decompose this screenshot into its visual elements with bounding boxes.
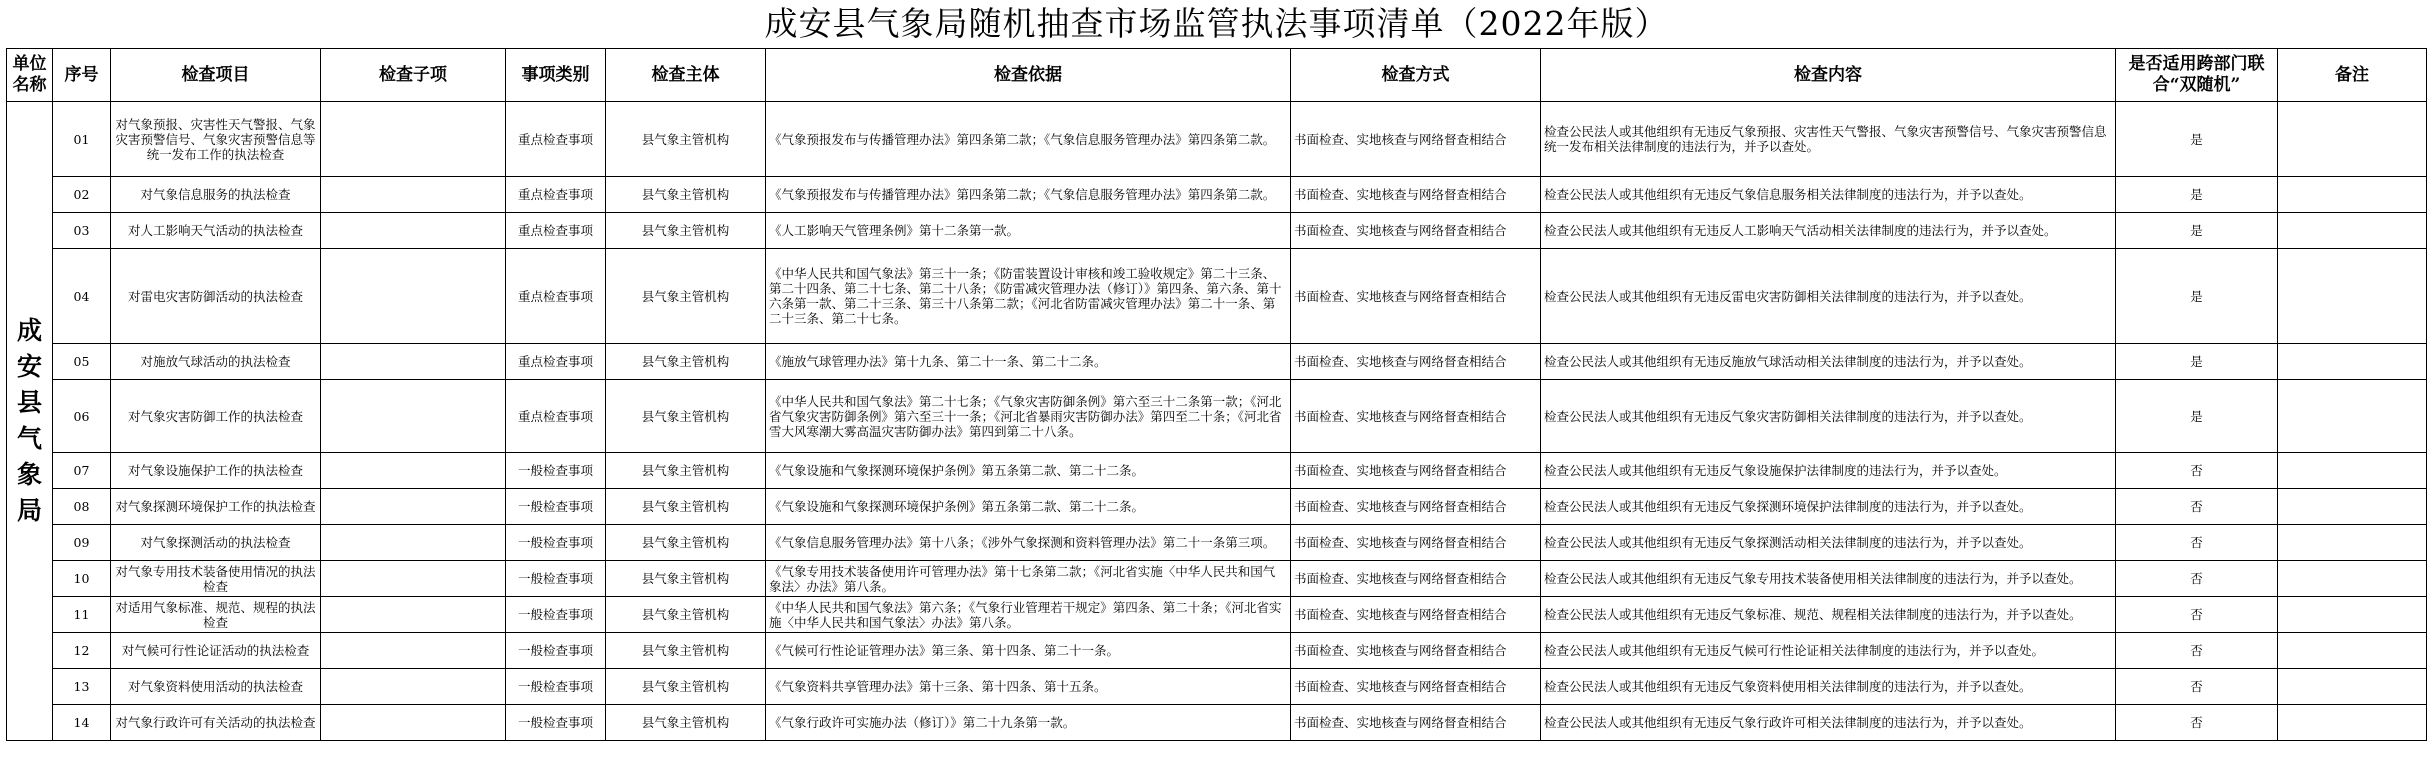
inspection-content: 检查公民法人或其他组织有无违反气象专用技术装备使用相关法律制度的违法行为，并予以查处。 <box>1541 561 2116 597</box>
row-number: 10 <box>53 561 111 597</box>
row-number: 04 <box>53 249 111 344</box>
header-subject: 检查主体 <box>606 49 766 102</box>
table-row <box>7 249 2427 344</box>
inspection-content: 检查公民法人或其他组织有无违反气象预报、灾害性天气警报、气象灾害预警信号、气象灾害预警信息统一发布相关法律制度的违法行为，并予以查处。 <box>1541 102 2116 177</box>
inspection-content: 检查公民法人或其他组织有无违反气象行政许可相关法律制度的违法行为，并予以查处。 <box>1541 705 2116 741</box>
table-row <box>7 380 2427 453</box>
remark <box>2278 489 2427 525</box>
row-number: 07 <box>53 453 111 489</box>
item-category: 一般检查事项 <box>506 489 606 525</box>
page-title: 成安县气象局随机抽查市场监管执法事项清单（2022年版） <box>764 4 1669 43</box>
inspection-method: 书面检查、实地核查与网络督查相结合 <box>1291 669 1541 705</box>
inspection-subject: 县气象主管机构 <box>606 705 766 741</box>
remark <box>2278 344 2427 380</box>
item-category: 重点检查事项 <box>506 249 606 344</box>
unit-name-char: 气 <box>16 424 42 453</box>
item-category: 一般检查事项 <box>506 597 606 633</box>
inspection-subitem <box>321 669 506 705</box>
header-content: 检查内容 <box>1541 49 2116 102</box>
table-row <box>7 633 2427 669</box>
inspection-content: 检查公民法人或其他组织有无违反气候可行性论证相关法律制度的违法行为，并予以查处。 <box>1541 633 2116 669</box>
cross-department-flag: 否 <box>2116 453 2278 489</box>
inspection-basis: 《气象行政许可实施办法（修订）》第二十九条第一款。 <box>766 705 1291 741</box>
remark <box>2278 669 2427 705</box>
cross-department-flag: 是 <box>2116 380 2278 453</box>
inspection-basis: 《气候可行性论证管理办法》第三条、第十四条、第二十一条。 <box>766 633 1291 669</box>
table-row <box>7 705 2427 741</box>
cross-department-flag: 是 <box>2116 344 2278 380</box>
inspection-basis: 《中华人民共和国气象法》第三十一条；《防雷装置设计审核和竣工验收规定》第二十三条、第二十四条、第二十七条、第二十八条；《防雷减灾管理办法（修订）》第四条、第六条、第十六条第一款、第二十三条、第三十八条第二款；《河北省防雷减灾管理办法》第二十一条、第二十三条、第二十七条。 <box>766 249 1291 344</box>
row-number: 03 <box>53 213 111 249</box>
inspection-subitem <box>321 213 506 249</box>
table-row <box>7 489 2427 525</box>
row-number: 12 <box>53 633 111 669</box>
row-number: 01 <box>53 102 111 177</box>
table-row <box>7 177 2427 213</box>
inspection-method: 书面检查、实地核查与网络督查相结合 <box>1291 213 1541 249</box>
inspection-table <box>6 48 2427 741</box>
cross-department-flag: 否 <box>2116 561 2278 597</box>
item-category: 一般检查事项 <box>506 561 606 597</box>
item-category: 重点检查事项 <box>506 380 606 453</box>
inspection-content: 检查公民法人或其他组织有无违反气象资料使用相关法律制度的违法行为，并予以查处。 <box>1541 669 2116 705</box>
inspection-subitem <box>321 489 506 525</box>
inspection-subitem <box>321 453 506 489</box>
inspection-item: 对气象灾害防御工作的执法检查 <box>111 380 321 453</box>
remark <box>2278 525 2427 561</box>
header-basis: 检查依据 <box>766 49 1291 102</box>
inspection-item: 对气象预报、灾害性天气警报、气象灾害预警信号、气象灾害预警信息等统一发布工作的执法检查 <box>111 102 321 177</box>
remark <box>2278 561 2427 597</box>
inspection-content: 检查公民法人或其他组织有无违反气象探测活动相关法律制度的违法行为，并予以查处。 <box>1541 525 2116 561</box>
remark <box>2278 102 2427 177</box>
remark <box>2278 453 2427 489</box>
cross-department-flag: 否 <box>2116 597 2278 633</box>
header-remark: 备注 <box>2278 49 2427 102</box>
item-category: 一般检查事项 <box>506 453 606 489</box>
cross-department-flag: 否 <box>2116 669 2278 705</box>
inspection-basis: 《气象设施和气象探测环境保护条例》第五条第二款、第二十二条。 <box>766 489 1291 525</box>
header-subitem: 检查子项 <box>321 49 506 102</box>
cross-department-flag: 是 <box>2116 102 2278 177</box>
header-cross: 是否适用跨部门联合“双随机” <box>2116 49 2278 102</box>
cross-department-flag: 否 <box>2116 525 2278 561</box>
inspection-subject: 县气象主管机构 <box>606 597 766 633</box>
inspection-basis: 《气象资料共享管理办法》第十三条、第十四条、第十五条。 <box>766 669 1291 705</box>
item-category: 重点检查事项 <box>506 102 606 177</box>
inspection-method: 书面检查、实地核查与网络督查相结合 <box>1291 597 1541 633</box>
inspection-content: 检查公民法人或其他组织有无违反气象灾害防御相关法律制度的违法行为，并予以查处。 <box>1541 380 2116 453</box>
unit-name-cell <box>7 102 53 741</box>
row-number: 14 <box>53 705 111 741</box>
row-number: 02 <box>53 177 111 213</box>
inspection-basis: 《人工影响天气管理条例》第十二条第一款。 <box>766 213 1291 249</box>
cross-department-flag: 是 <box>2116 213 2278 249</box>
remark <box>2278 249 2427 344</box>
header-item: 检查项目 <box>111 49 321 102</box>
inspection-subject: 县气象主管机构 <box>606 177 766 213</box>
table-row <box>7 213 2427 249</box>
table-row <box>7 525 2427 561</box>
inspection-item: 对人工影响天气活动的执法检查 <box>111 213 321 249</box>
inspection-item: 对气象信息服务的执法检查 <box>111 177 321 213</box>
item-category: 一般检查事项 <box>506 705 606 741</box>
inspection-subitem <box>321 561 506 597</box>
inspection-item: 对气象资料使用活动的执法检查 <box>111 669 321 705</box>
inspection-content: 检查公民法人或其他组织有无违反施放气球活动相关法律制度的违法行为，并予以查处。 <box>1541 344 2116 380</box>
inspection-method: 书面检查、实地核查与网络督查相结合 <box>1291 633 1541 669</box>
header-row <box>7 49 2427 102</box>
item-category: 一般检查事项 <box>506 669 606 705</box>
inspection-subject: 县气象主管机构 <box>606 453 766 489</box>
cross-department-flag: 否 <box>2116 633 2278 669</box>
inspection-basis: 《施放气球管理办法》第十九条、第二十一条、第二十二条。 <box>766 344 1291 380</box>
inspection-item: 对气象探测环境保护工作的执法检查 <box>111 489 321 525</box>
row-number: 13 <box>53 669 111 705</box>
row-number: 08 <box>53 489 111 525</box>
header-method: 检查方式 <box>1291 49 1541 102</box>
inspection-method: 书面检查、实地核查与网络督查相结合 <box>1291 249 1541 344</box>
inspection-basis: 《中华人民共和国气象法》第二十七条；《气象灾害防御条例》第六至三十二条第一款；《河北省气象灾害防御条例》第六至三十一条；《河北省暴雨灾害防御办法》第四至二十条；《河北省雪大风寒潮大雾高温灾害防御办法》第四到第二十八条。 <box>766 380 1291 453</box>
inspection-subitem <box>321 633 506 669</box>
inspection-subject: 县气象主管机构 <box>606 249 766 344</box>
row-number: 06 <box>53 380 111 453</box>
remark <box>2278 705 2427 741</box>
cross-department-flag: 否 <box>2116 489 2278 525</box>
inspection-subject: 县气象主管机构 <box>606 561 766 597</box>
inspection-content: 检查公民法人或其他组织有无违反人工影响天气活动相关法律制度的违法行为，并予以查处。 <box>1541 213 2116 249</box>
unit-name-char: 安 <box>16 352 42 381</box>
table-body <box>7 102 2427 741</box>
inspection-method: 书面检查、实地核查与网络督查相结合 <box>1291 705 1541 741</box>
inspection-subject: 县气象主管机构 <box>606 525 766 561</box>
inspection-subitem <box>321 597 506 633</box>
inspection-subject: 县气象主管机构 <box>606 213 766 249</box>
inspection-basis: 《中华人民共和国气象法》第六条；《气象行业管理若干规定》第四条、第二十条；《河北省实施〈中华人民共和国气象法〉办法》第八条。 <box>766 597 1291 633</box>
cross-department-flag: 否 <box>2116 705 2278 741</box>
table-row <box>7 561 2427 597</box>
inspection-method: 书面检查、实地核查与网络督查相结合 <box>1291 177 1541 213</box>
remark <box>2278 177 2427 213</box>
unit-name-char: 象 <box>16 460 42 489</box>
inspection-item: 对气象专用技术装备使用情况的执法检查 <box>111 561 321 597</box>
inspection-subitem <box>321 102 506 177</box>
inspection-subitem <box>321 525 506 561</box>
inspection-content: 检查公民法人或其他组织有无违反气象设施保护法律制度的违法行为，并予以查处。 <box>1541 453 2116 489</box>
row-number: 09 <box>53 525 111 561</box>
inspection-basis: 《气象预报发布与传播管理办法》第四条第二款；《气象信息服务管理办法》第四条第二款。 <box>766 102 1291 177</box>
inspection-subitem <box>321 380 506 453</box>
cross-department-flag: 是 <box>2116 177 2278 213</box>
inspection-method: 书面检查、实地核查与网络督查相结合 <box>1291 525 1541 561</box>
inspection-basis: 《气象预报发布与传播管理办法》第四条第二款；《气象信息服务管理办法》第四条第二款。 <box>766 177 1291 213</box>
inspection-method: 书面检查、实地核查与网络督查相结合 <box>1291 380 1541 453</box>
inspection-basis: 《气象设施和气象探测环境保护条例》第五条第二款、第二十二条。 <box>766 453 1291 489</box>
item-category: 一般检查事项 <box>506 633 606 669</box>
row-number: 05 <box>53 344 111 380</box>
inspection-subject: 县气象主管机构 <box>606 633 766 669</box>
inspection-item: 对气象设施保护工作的执法检查 <box>111 453 321 489</box>
inspection-subitem <box>321 177 506 213</box>
inspection-subitem <box>321 705 506 741</box>
inspection-subitem <box>321 344 506 380</box>
remark <box>2278 597 2427 633</box>
inspection-method: 书面检查、实地核查与网络督查相结合 <box>1291 344 1541 380</box>
inspection-method: 书面检查、实地核查与网络督查相结合 <box>1291 489 1541 525</box>
inspection-basis: 《气象信息服务管理办法》第十八条；《涉外气象探测和资料管理办法》第二十一条第三项。 <box>766 525 1291 561</box>
header-category: 事项类别 <box>506 49 606 102</box>
inspection-item: 对施放气球活动的执法检查 <box>111 344 321 380</box>
table-row <box>7 344 2427 380</box>
remark <box>2278 633 2427 669</box>
cross-department-flag: 是 <box>2116 249 2278 344</box>
inspection-subject: 县气象主管机构 <box>606 344 766 380</box>
header-no: 序号 <box>53 49 111 102</box>
inspection-item: 对雷电灾害防御活动的执法检查 <box>111 249 321 344</box>
inspection-method: 书面检查、实地核查与网络督查相结合 <box>1291 102 1541 177</box>
table-row <box>7 597 2427 633</box>
item-category: 重点检查事项 <box>506 344 606 380</box>
inspection-item: 对气候可行性论证活动的执法检查 <box>111 633 321 669</box>
table-row <box>7 102 2427 177</box>
inspection-item: 对适用气象标准、规范、规程的执法检查 <box>111 597 321 633</box>
inspection-subject: 县气象主管机构 <box>606 102 766 177</box>
inspection-item: 对气象行政许可有关活动的执法检查 <box>111 705 321 741</box>
remark <box>2278 380 2427 453</box>
header-unit: 单位名称 <box>7 49 53 102</box>
item-category: 重点检查事项 <box>506 177 606 213</box>
unit-name-char: 局 <box>16 496 42 525</box>
item-category: 重点检查事项 <box>506 213 606 249</box>
remark <box>2278 213 2427 249</box>
inspection-content: 检查公民法人或其他组织有无违反气象信息服务相关法律制度的违法行为，并予以查处。 <box>1541 177 2116 213</box>
inspection-content: 检查公民法人或其他组织有无违反气象探测环境保护法律制度的违法行为，并予以查处。 <box>1541 489 2116 525</box>
inspection-subject: 县气象主管机构 <box>606 380 766 453</box>
inspection-subject: 县气象主管机构 <box>606 669 766 705</box>
unit-name-char: 县 <box>16 388 42 417</box>
item-category: 一般检查事项 <box>506 525 606 561</box>
inspection-content: 检查公民法人或其他组织有无违反雷电灾害防御相关法律制度的违法行为，并予以查处。 <box>1541 249 2116 344</box>
table-row <box>7 669 2427 705</box>
unit-name-char: 成 <box>16 316 42 345</box>
inspection-basis: 《气象专用技术装备使用许可管理办法》第十七条第二款；《河北省实施〈中华人民共和国气象法〉办法》第八条。 <box>766 561 1291 597</box>
row-number: 11 <box>53 597 111 633</box>
table-row <box>7 453 2427 489</box>
inspection-content: 检查公民法人或其他组织有无违反气象标准、规范、规程相关法律制度的违法行为，并予以查处。 <box>1541 597 2116 633</box>
inspection-subitem <box>321 249 506 344</box>
inspection-subject: 县气象主管机构 <box>606 489 766 525</box>
inspection-item: 对气象探测活动的执法检查 <box>111 525 321 561</box>
inspection-method: 书面检查、实地核查与网络督查相结合 <box>1291 561 1541 597</box>
inspection-method: 书面检查、实地核查与网络督查相结合 <box>1291 453 1541 489</box>
